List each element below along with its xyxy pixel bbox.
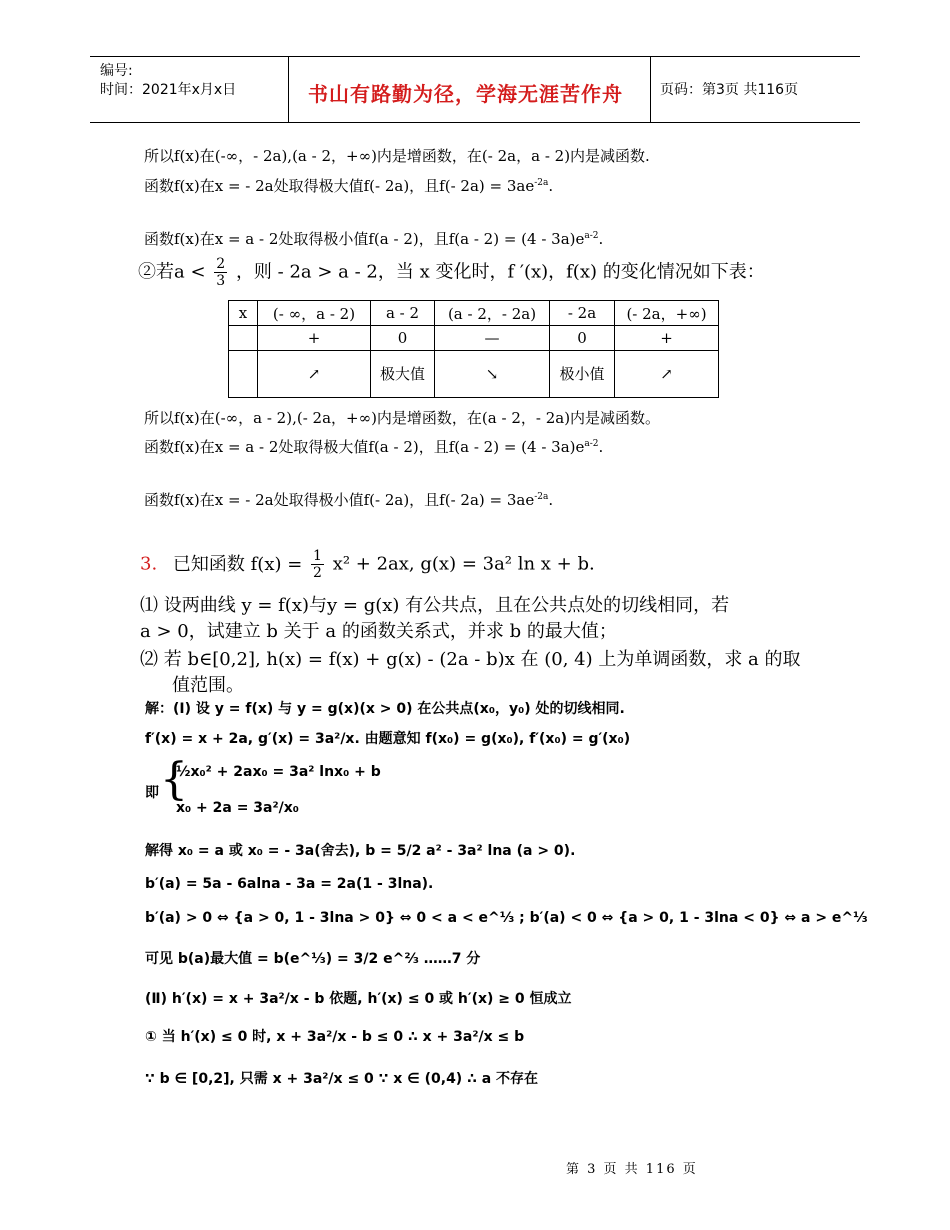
problem-part-two-cont: 值范围。 bbox=[172, 675, 244, 696]
header-page-info: 页码：第3页 共116页 bbox=[660, 82, 799, 98]
problem-number: 3. bbox=[140, 553, 158, 575]
text-line-max-1: 函数f(x)在x = - 2a处取得极大值f(- 2a)，且f(- $2a) = 3ae^{-2a}$. bbox=[144, 177, 554, 195]
problem-part-two: ⑵ 若 b∈[0,2], h(x) = f(x) + g(x) - (2a - b)x 在 (0, 4) 上为单调函数，求 a 的取 bbox=[140, 649, 801, 670]
page-footer: 第 3 页 共 116 页 bbox=[566, 1162, 698, 1177]
solution-line: f′(x) = x + 2a, g′(x) = 3a²/x. 由题意知 f(x₀) = g(x₀), f′(x₀) = g′(x₀) bbox=[145, 731, 631, 747]
text-line-min-2: 函数f(x)在x = - 2a处取得极小值f(- 2a)，且f(- $2a) = 3ae^{-2a}$. bbox=[144, 491, 554, 509]
table-cell: a - 2 bbox=[371, 301, 435, 326]
text-line-increasing-1: 所以f(x)在(-∞，- 2a),(a - 2，+∞)内是增函数，在(- 2a，a - 2)内是减函数. bbox=[144, 147, 650, 165]
left-brace: { bbox=[160, 754, 188, 805]
table-cell: — bbox=[435, 326, 550, 351]
table-cell: 极大值 bbox=[371, 351, 435, 398]
solution-line: 可见 b(a)最大值 = b(e^⅓) = 3/2 e^⅔ ……7 分 bbox=[145, 951, 481, 967]
problem-part-one: ⑴ 设两曲线 y = f(x)与y = g(x) 有公共点，且在公共点处的切线相同，若 bbox=[140, 595, 730, 616]
table-row bbox=[229, 351, 719, 398]
table-cell: x bbox=[229, 301, 258, 326]
header-time-label: 时间：2021年x月x日 bbox=[100, 82, 237, 98]
case-two-statement: ②若a < $\frac{2}{3}$ ，则 - 2a > a - 2，当 x 变化时，f ′(x)，f(x) 的变化情况如下表： bbox=[138, 256, 765, 289]
table-cell: (- ∞，a - 2) bbox=[258, 301, 371, 326]
text-line-max-2: 函数f(x)在x = a - 2处取得极大值f(a - 2)，且$f(a - 2) = (4 - 3a)e^{a-2}$. bbox=[144, 438, 604, 456]
solution-system-eq1: ½x₀² + 2ax₀ = 3a² lnx₀ + b bbox=[176, 764, 381, 780]
problem-three-stem: 3. 已知函数 f(x) = $\frac{1}{2}$ x² + 2ax, g(x) = 3a² ln x + b. bbox=[140, 548, 595, 581]
header-bottom-rule bbox=[90, 122, 860, 123]
table-cell: ↗ bbox=[615, 351, 719, 398]
header-number-label: 编号: bbox=[100, 63, 133, 79]
text-line-min-1: 函数f(x)在x = a - 2处取得极小值f(a - 2)，且$f(a - 2) = (4 - 3a)e^{a-2}$. bbox=[144, 230, 604, 248]
table-cell: + bbox=[615, 326, 719, 351]
fraction-one-half: $\frac{1}{2}$ bbox=[313, 548, 322, 581]
problem-part-one-cont: a > 0，试建立 b 关于 a 的函数关系式，并求 b 的最大值； bbox=[140, 621, 617, 642]
text-line-increasing-2: 所以f(x)在(-∞，a - 2),(- 2a，+∞)内是增函数，在(a - 2，- 2a)内是减函数。 bbox=[144, 409, 661, 427]
solution-line: 解得 x₀ = a 或 x₀ = - 3a(舍去), b = 5/2 a² - 3a² lna (a > 0). bbox=[145, 843, 576, 859]
table-cell: ↘ bbox=[435, 351, 550, 398]
solution-line: (Ⅱ) h′(x) = x + 3a²/x - b 依题, h′(x) ≤ 0 或 h′(x) ≥ 0 恒成立 bbox=[145, 991, 572, 1007]
table-cell: 0 bbox=[550, 326, 615, 351]
header-divider-left bbox=[288, 56, 289, 122]
table-cell: + bbox=[258, 326, 371, 351]
solution-line-label: 即 bbox=[145, 785, 159, 801]
table-cell: (- 2a，+∞) bbox=[615, 301, 719, 326]
header-divider-right bbox=[650, 56, 651, 122]
solution-system-eq2: x₀ + 2a = 3a²/x₀ bbox=[176, 800, 299, 816]
table-cell: - 2a bbox=[550, 301, 615, 326]
table-cell: (a - 2，- 2a) bbox=[435, 301, 550, 326]
table-row bbox=[229, 301, 719, 326]
table-row bbox=[229, 326, 719, 351]
header-top-rule bbox=[90, 56, 860, 57]
table-cell: 0 bbox=[371, 326, 435, 351]
solution-line: b′(a) = 5a - 6alna - 3a = 2a(1 - 3lna). bbox=[145, 876, 434, 892]
header-motto: 书山有路勤为径，学海无涯苦作舟 bbox=[308, 82, 623, 106]
solution-line: ∵ b ∈ [0,2], 只需 x + 3a²/x ≤ 0 ∵ x ∈ (0,4) ∴ a 不存在 bbox=[145, 1071, 539, 1087]
table-cell bbox=[229, 351, 258, 398]
table-cell bbox=[229, 326, 258, 351]
variation-table bbox=[228, 300, 719, 398]
table-cell: 极小值 bbox=[550, 351, 615, 398]
solution-line: ① 当 h′(x) ≤ 0 时, x + 3a²/x - b ≤ 0 ∴ x + 3a²/x ≤ b bbox=[145, 1029, 525, 1045]
solution-line: b′(a) > 0 ⇔ {a > 0, 1 - 3lna > 0} ⇔ 0 < a < e^⅓ ; b′(a) < 0 ⇔ {a > 0, 1 - 3lna < 0} ⇔ a > e^⅓ bbox=[145, 910, 868, 926]
solution-line: 解：(Ⅰ) 设 y = f(x) 与 y = g(x)(x > 0) 在公共点(x₀，y₀) 处的切线相同. bbox=[145, 701, 625, 717]
fraction-two-thirds: $\frac{2}{3}$ bbox=[216, 256, 226, 289]
table-cell: ↗ bbox=[258, 351, 371, 398]
